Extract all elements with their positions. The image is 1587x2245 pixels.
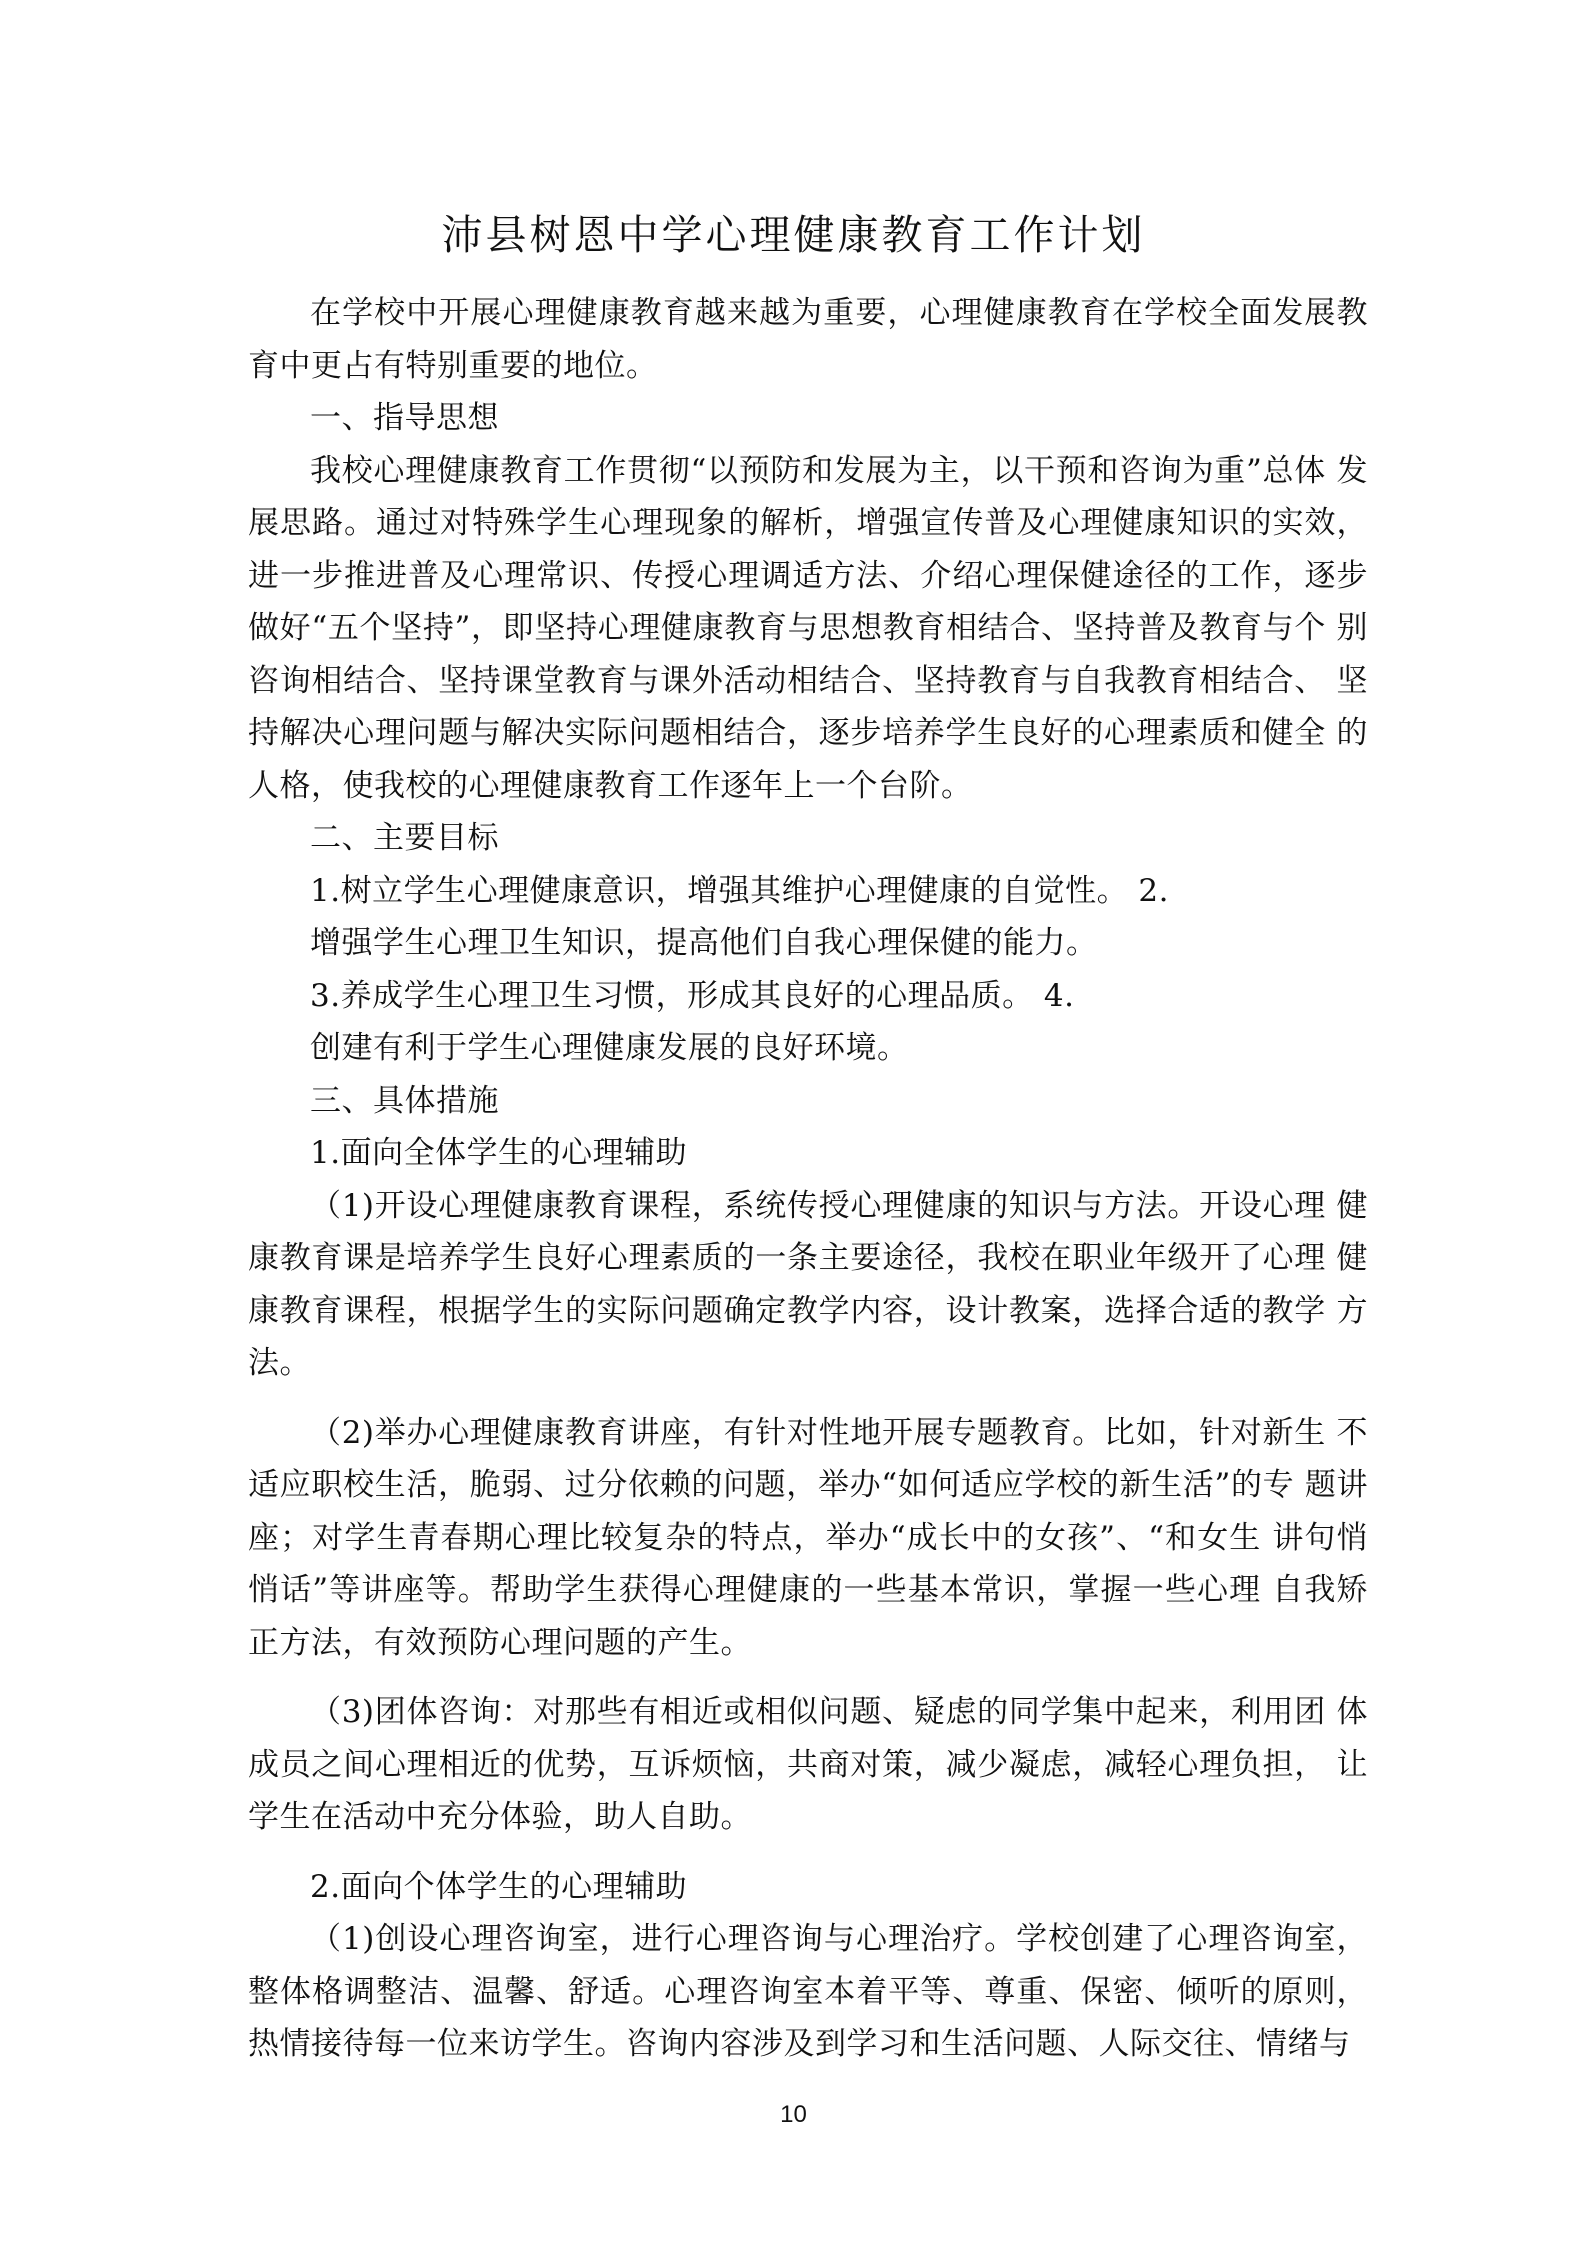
paragraph-counseling-room: （1)创设心理咨询室，进行心理咨询与心理治疗。学校创建了心理咨询室， 整体格调整洁、温馨、舒适。心理咨询室本着平等、尊重、保密、倾听的原则， 热情接待每一位来访学生。咨询内容涉及到学习和生活问题、人际交往、情绪与: [248, 1921, 1368, 2062]
section-heading-guiding-thought: 一、指导思想: [310, 400, 499, 436]
paragraph-measure-lectures: （2)举办心理健康教育讲座，有针对性地开展专题教育。比如，针对新生 不适应职校生活，脆弱、过分依赖的问题，举办“如何适应学校的新生活”的专 题讲座；对学生青春期心理比较复杂的特点，举办“成长中的女孩”、“和女生 讲句悄悄话”等讲座等。帮助学生获得心理健康的一些基本常识，掌握一些心理 自我矫正方法，有效预防心理问题的产生。: [248, 1414, 1368, 1661]
goal-line-1: 1.树立学生心理健康意识，增强其维护心理健康的自觉性。 2.: [310, 872, 1170, 909]
subheading-individual-students: 2.面向个体学生的心理辅助: [310, 1868, 688, 1905]
document-body: [248, 287, 1368, 2071]
paragraph-intro: 在学校中开展心理健康教育越来越为重要，心理健康教育在学校全面发展教育中更占有特别重要的地位。: [248, 295, 1368, 384]
page-number: 10: [780, 2101, 807, 2128]
paragraph-measure-group-counseling: （3)团体咨询：对那些有相近或相似问题、疑虑的同学集中起来，利用团 体成员之间心理相近的优势，互诉烦恼，共商对策，减少凝虑，减轻心理负担， 让学生在活动中充分体验，助人自助。: [248, 1694, 1368, 1835]
document-title: 沛县树恩中学心理健康教育工作计划: [441, 211, 1146, 259]
paragraph-guiding-thought: 我校心理健康教育工作贯彻“以预防和发展为主，以干预和咨询为重”总体 发展思路。通过对特殊学生心理现象的解析，增强宣传普及心理健康知识的实效， 进一步推进普及心理常识、传授心理调适方法、介绍心理保健途径的工作，逐步 做好“五个坚持”，即坚持心理健康教育与思想教育相结合、坚持普及教育与个 别咨询相结合、坚持课堂教育与课外活动相结合、坚持教育与自我教育相结合、 坚持解决心理问题与解决实际问题相结合，逐步培养学生良好的心理素质和健全 的人格，使我校的心理健康教育工作逐年上一个台阶。: [248, 452, 1368, 804]
goal-line-3: 3.养成学生心理卫生习惯，形成其良好的心理品质。 4.: [310, 977, 1075, 1014]
section-heading-measures: 三、具体措施: [310, 1082, 499, 1119]
goal-line-4: 创建有利于学生心理健康发展的良好环境。: [310, 1030, 909, 1066]
paragraph-measure-course: （1)开设心理健康教育课程，系统传授心理健康的知识与方法。开设心理 健康教育课是培养学生良好心理素质的一条主要途径，我校在职业年级开了心理 健康教育课程，根据学生的实际问题确定教学内容，设计教案，选择合适的教学 方法。: [248, 1187, 1368, 1381]
goal-line-2: 增强学生心理卫生知识，提高他们自我心理保健的能力。: [310, 925, 1098, 961]
subheading-all-students: 1.面向全体学生的心理辅助: [310, 1135, 688, 1171]
section-heading-main-goals: 二、主要目标: [310, 820, 499, 856]
